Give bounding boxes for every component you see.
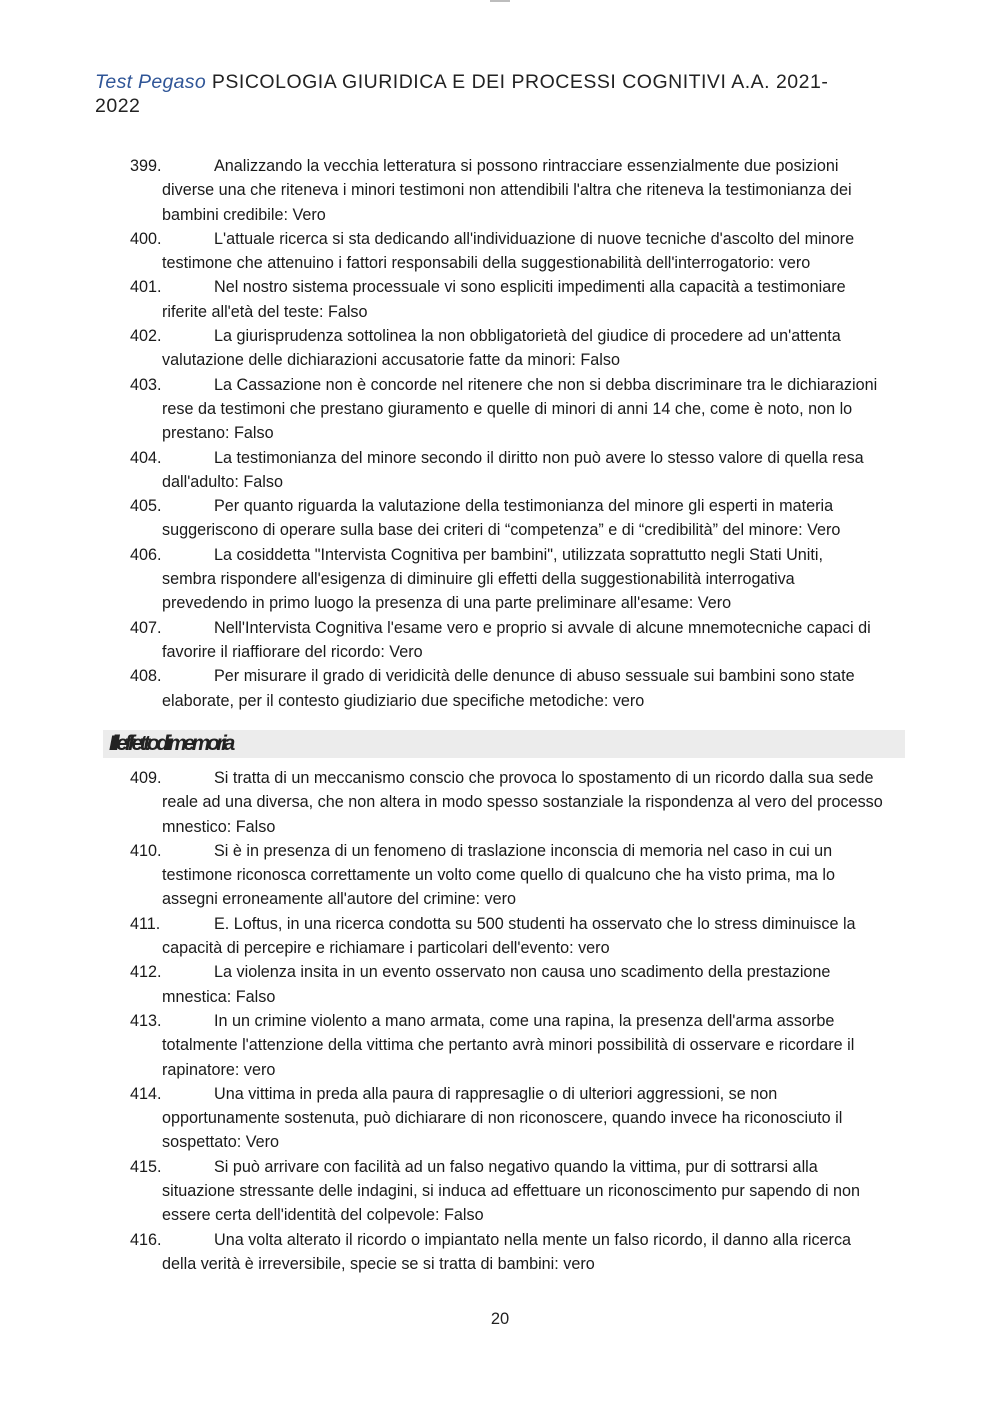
header-brand: Test Pegaso xyxy=(95,71,206,93)
item-text-continuation: della verità è irreversibile, specie se si tratta di bambini: vero xyxy=(162,1254,595,1273)
top-marker xyxy=(490,0,510,2)
item-text-continuation: opportunamente sostenuta, può dichiarare di non riconoscere, quando invece ha riconosciuto il xyxy=(162,1109,843,1128)
item-text-continuation: prevedendo in primo luogo la presenza di una parte preliminare all'esame: Vero xyxy=(162,594,732,613)
list-item xyxy=(130,912,905,936)
list-item xyxy=(130,1082,905,1106)
header-line-1 xyxy=(95,70,895,94)
list-item xyxy=(130,543,905,567)
item-text-continuation: testimone riconosca correttamente un volto come quello di qualcuno che ha visto prima, ma lo xyxy=(162,866,836,885)
item-text-continuation: bambini credibile: Vero xyxy=(162,205,326,224)
list-item xyxy=(130,275,905,299)
item-number: 408. xyxy=(130,667,162,686)
item-text-continuation: favorire il riaffiorare del ricordo: Vero xyxy=(162,642,423,661)
item-text: La cosiddetta "Intervista Cognitiva per bambini", utilizzata soprattutto negli Stati Uniti, xyxy=(214,545,823,564)
item-number: 405. xyxy=(130,497,162,516)
item-text-continuation: sembra rispondere all'esigenza di diminuire gli effetti della suggestionabilità interrogativa xyxy=(162,570,795,589)
item-text: La violenza insita in un evento osservato non causa uno scadimento della prestazione xyxy=(214,963,831,982)
item-text-continuation: assegni erroneamente all'autore del crimine: vero xyxy=(162,890,517,909)
list-item xyxy=(130,766,905,790)
list-item xyxy=(130,324,905,348)
list-item xyxy=(130,1009,905,1033)
header-course-title: PSICOLOGIA GIURIDICA E DEI PROCESSI COGNITIVI A.A. 2021- xyxy=(211,71,829,93)
item-text-continuation: mnestico: Falso xyxy=(162,817,276,836)
item-text-continuation: reale ad una diversa, che non altera in modo spesso sostanziale la rispondenza al vero del processo xyxy=(162,793,883,812)
item-number: 409. xyxy=(130,769,162,787)
item-text: Nel nostro sistema processuale vi sono espliciti impedimenti alla capacità a testimoniare xyxy=(214,278,846,297)
item-text-continuation: rese da testimoni che prestano giuramento e quelle di minori di anni 14 che, come è noto, non lo xyxy=(162,399,853,418)
item-number: 403. xyxy=(130,375,162,394)
item-text-continuation: dall'adulto: Falso xyxy=(162,472,283,491)
item-text-continuation: testimone che attenuino i fattori responsabili della suggestionabilità dell'interrogatorio: vero xyxy=(162,254,811,273)
item-text-continuation: totalmente l'attenzione della vittima che pertanto avrà minori possibilità di osservare e ricordare il xyxy=(162,1036,855,1055)
item-number: 414. xyxy=(130,1084,162,1103)
item-number: 402. xyxy=(130,327,162,346)
list-item xyxy=(130,494,905,518)
item-number: 399. xyxy=(130,157,162,175)
item-text-continuation: capacità di percepire e richiamare i particolari dell'evento: vero xyxy=(162,939,610,958)
item-number: 401. xyxy=(130,278,162,297)
item-text: La testimonianza del minore secondo il diritto non può avere lo stesso valore di quella resa xyxy=(214,448,864,467)
item-number: 410. xyxy=(130,841,162,860)
item-text-continuation: valutazione delle dichiarazioni accusatorie fatte da minori: Falso xyxy=(162,351,620,370)
item-text: Una volta alterato il ricordo o impiantato nella mente un falso ricordo, il danno alla ricerca xyxy=(214,1230,852,1249)
list-item xyxy=(130,960,905,984)
list-item xyxy=(130,1228,905,1252)
question-list-1 xyxy=(130,154,905,713)
item-text: Si tratta di un meccanismo conscio che provoca lo spostamento di un ricordo dalla sua sede xyxy=(214,769,874,787)
page-header xyxy=(95,70,895,118)
item-text-continuation: situazione stressante delle indagini, si induca ad effettuare un riconoscimento pur sapendo di non xyxy=(162,1182,861,1201)
item-text-continuation: sospettato: Vero xyxy=(162,1133,279,1152)
item-text: Si può arrivare con facilità ad un falso negativo quando la vittima, pur di sottrarsi alla xyxy=(214,1157,818,1176)
list-item xyxy=(130,1155,905,1179)
item-text: Si è in presenza di un fenomeno di traslazione inconscia di memoria nel caso in cui un xyxy=(214,841,833,860)
item-text-continuation: mnestica: Falso xyxy=(162,987,276,1006)
item-number: 407. xyxy=(130,618,162,637)
section-heading-bar xyxy=(103,730,905,758)
list-item xyxy=(130,446,905,470)
item-number: 411. xyxy=(130,914,161,933)
item-number: 413. xyxy=(130,1011,162,1030)
item-text: In un crimine violento a mano armata, come una rapina, la presenza dell'arma assorbe xyxy=(214,1011,835,1030)
item-number: 406. xyxy=(130,545,162,564)
item-text-continuation: rapinatore: vero xyxy=(162,1060,276,1079)
list-item xyxy=(130,839,905,863)
page-number: 20 xyxy=(490,1310,510,1328)
item-text: L'attuale ricerca si sta dedicando all'individuazione di nuove tecniche d'ascolto del minore xyxy=(214,229,855,248)
item-number: 400. xyxy=(130,229,162,248)
item-text: La giurisprudenza sottolinea la non obbligatorietà del giudice di procedere ad un'attenta xyxy=(214,327,841,346)
list-item xyxy=(130,154,905,178)
item-text: Analizzando la vecchia letteratura si possono rintracciare essenzialmente due posizioni xyxy=(214,157,839,175)
item-text-continuation: diverse una che riteneva i minori testimoni non attendibili l'altra che riteneva la testimonianza dei xyxy=(162,181,852,200)
item-text-continuation: suggeriscono di operare sulla base dei criteri di “competenza” e di “credibilità” del minore: Vero xyxy=(162,521,841,540)
question-list-2 xyxy=(130,766,905,1276)
item-text: Una vittima in preda alla paura di rappresaglie o di ulteriori aggressioni, se non xyxy=(214,1084,778,1103)
item-text-continuation: riferite all'età del teste: Falso xyxy=(162,302,368,321)
item-text-continuation: essere certa dell'identità del colpevole: Falso xyxy=(162,1206,484,1225)
item-text-continuation: prestano: Falso xyxy=(162,424,274,443)
item-text: Nell'Intervista Cognitiva l'esame vero e proprio si avvale di alcune mnemotecniche capaci di xyxy=(214,618,871,637)
list-item xyxy=(130,664,905,688)
item-text-continuation: elaborate, per il contesto giudiziario due specifiche metodiche: vero xyxy=(162,691,645,710)
section-heading: Illeffettodimemoria xyxy=(109,732,232,755)
item-number: 415. xyxy=(130,1157,162,1176)
item-text: E. Loftus, in una ricerca condotta su 500 studenti ha osservato che lo stress diminuisce la xyxy=(214,914,856,933)
list-item xyxy=(130,227,905,251)
item-text: Per quanto riguarda la valutazione della testimonianza del minore gli esperti in materia xyxy=(214,497,834,516)
item-number: 412. xyxy=(130,963,162,982)
item-text: Per misurare il grado di veridicità delle denunce di abuso sessuale sui bambini sono state xyxy=(214,667,855,686)
item-text: La Cassazione non è concorde nel ritenere che non si debba discriminare tra le dichiarazioni xyxy=(214,375,878,394)
list-item xyxy=(130,616,905,640)
list-item xyxy=(130,373,905,397)
item-number: 416. xyxy=(130,1230,162,1249)
item-number: 404. xyxy=(130,448,162,467)
header-course-year: 2022 xyxy=(95,95,141,117)
